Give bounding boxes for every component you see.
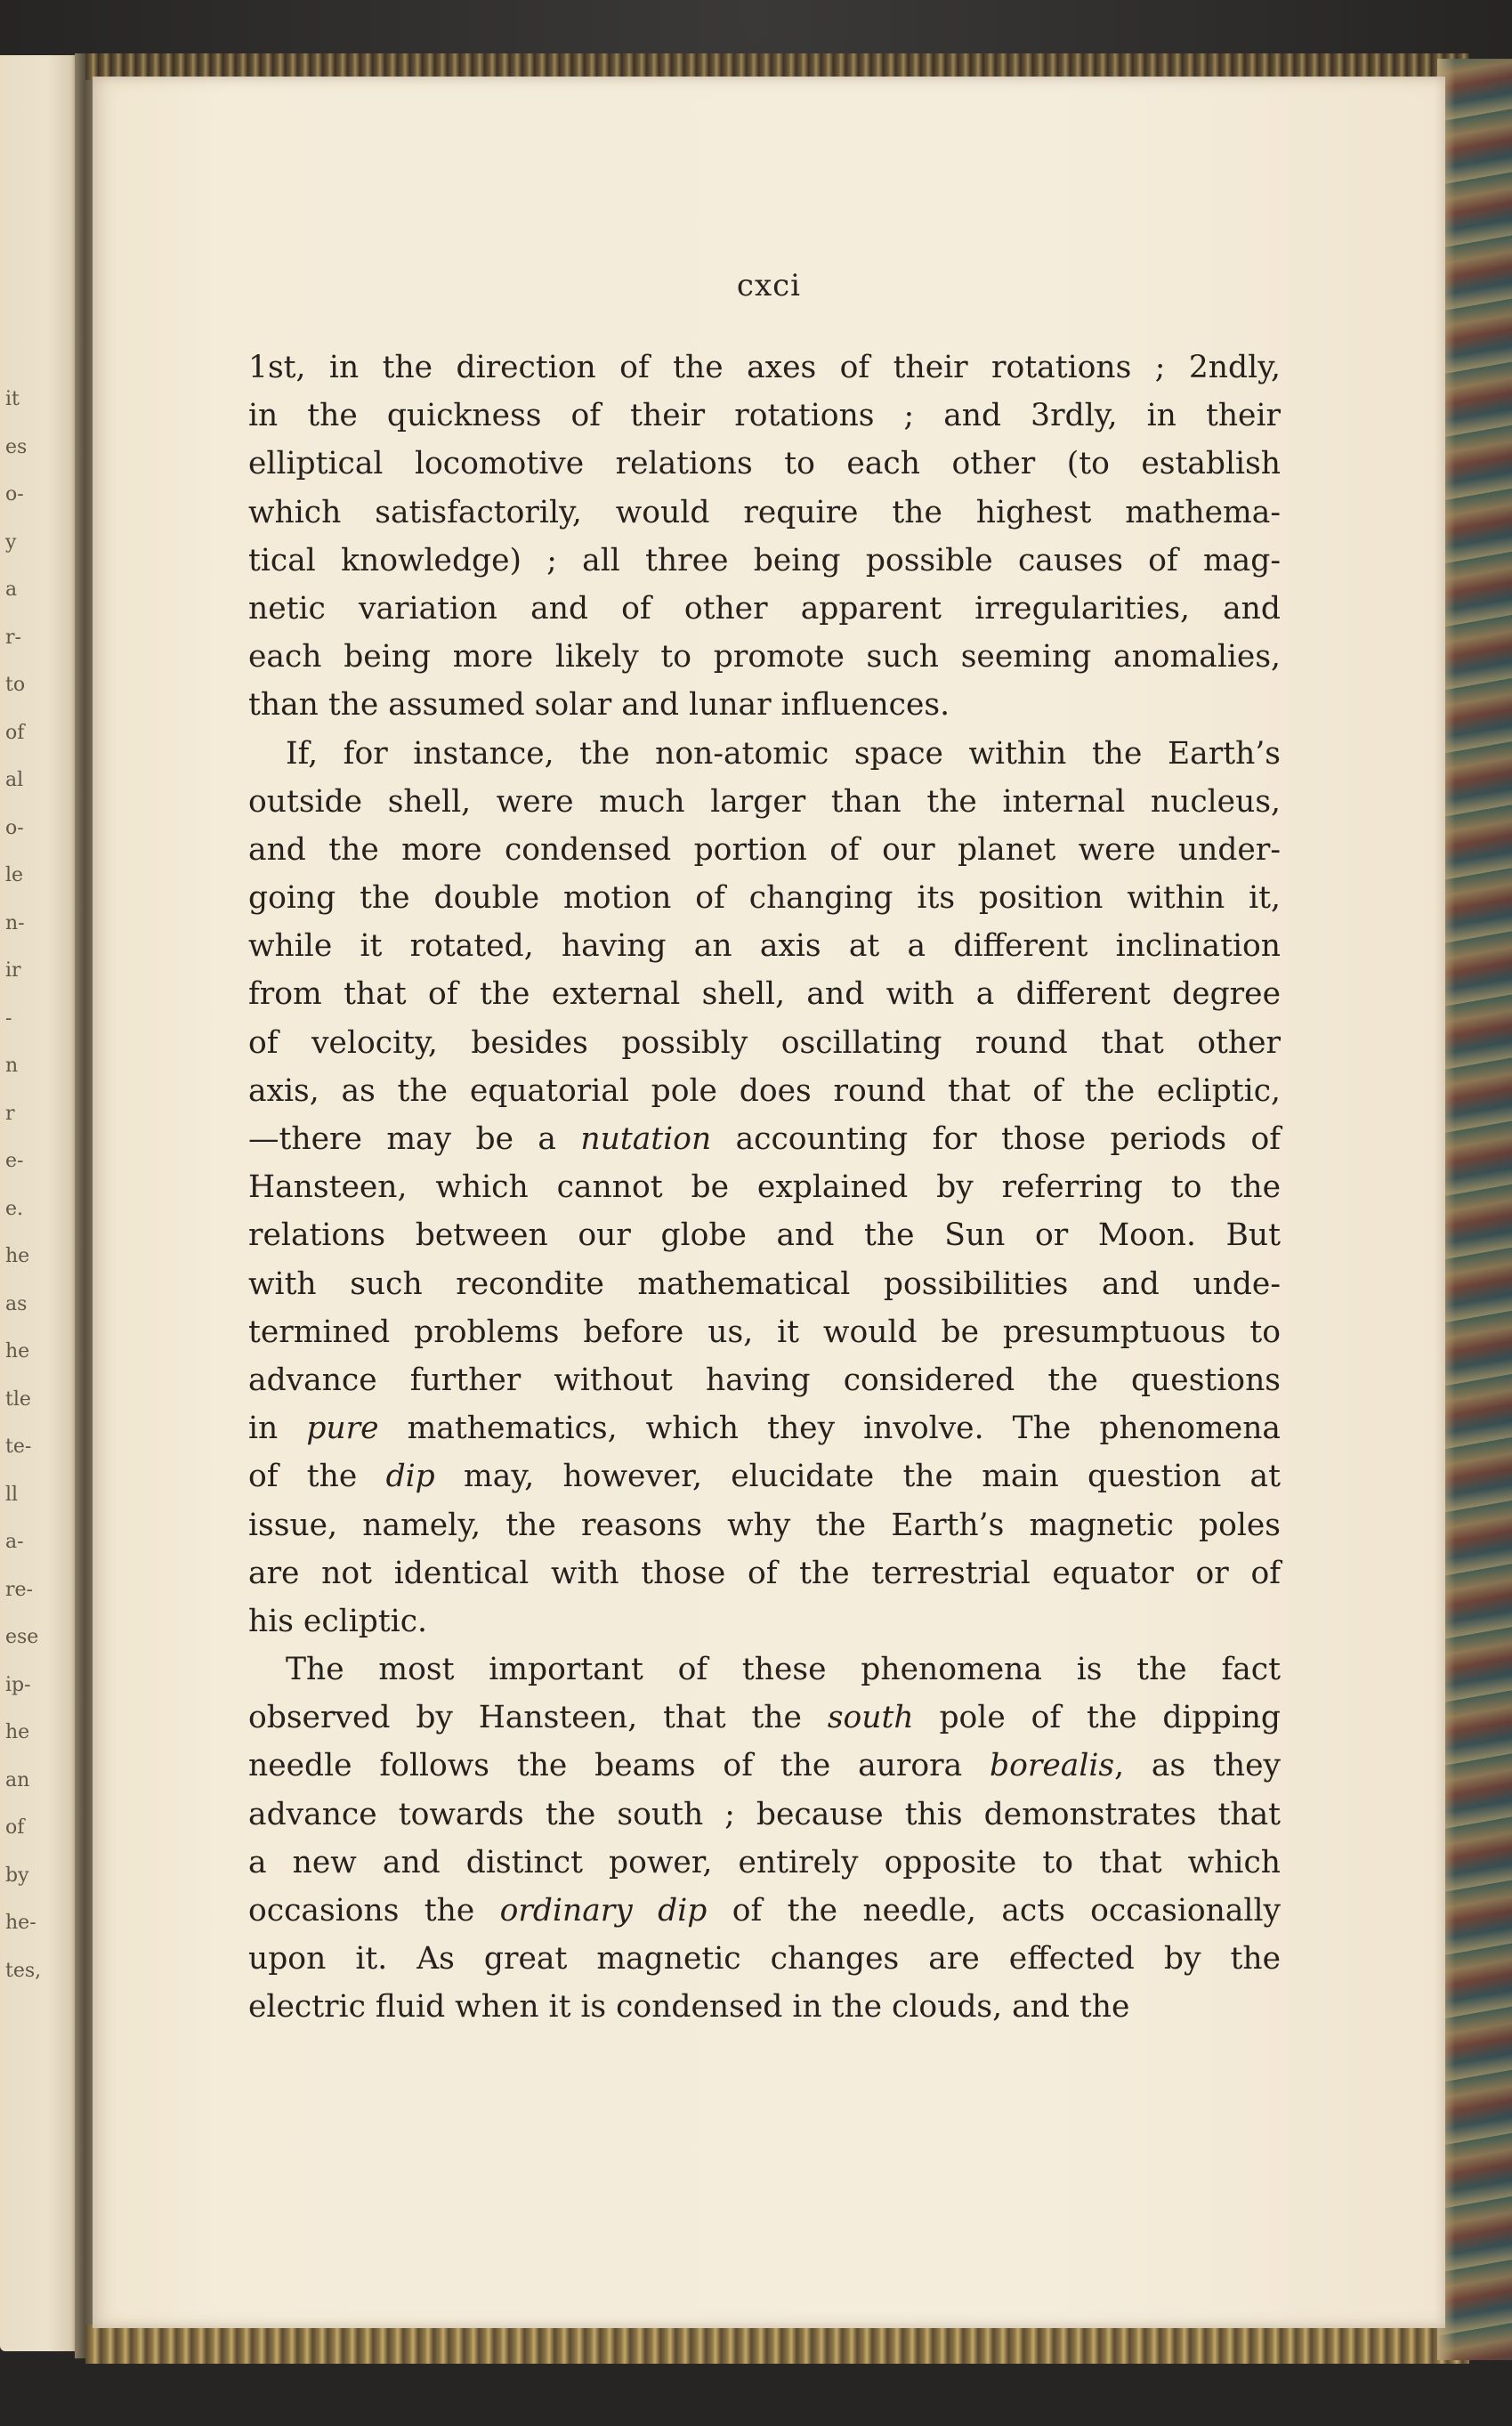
italic-text: ordinary dip [499, 1893, 707, 1929]
text-segment: advance further without having considered the questions [248, 1362, 1281, 1398]
text-segment: which satisfactorily, would require the highest mathema- [248, 494, 1281, 530]
facing-page-fragment: le [5, 864, 24, 886]
facing-page-fragment: tle [5, 1387, 31, 1411]
facing-page-fragment: he- [5, 1912, 36, 1934]
book-gutter [75, 53, 94, 2358]
text-segment: of the [248, 1459, 386, 1495]
facing-page-fragment: he [5, 1721, 30, 1743]
text-line [248, 970, 1281, 1018]
facing-page-fragment: e- [5, 1150, 24, 1172]
facing-page-fragment: by [5, 1864, 29, 1887]
text-segment: , as they [1114, 1748, 1281, 1784]
text-line [248, 440, 1281, 488]
text-line [248, 1935, 1281, 1983]
text-segment: electric fluid when it is condensed in the clouds, and the [248, 1989, 1130, 2026]
text-segment: pole of the dipping [913, 1700, 1281, 1736]
bottom-binding-edge [85, 2325, 1469, 2364]
text-line [248, 1308, 1281, 1356]
text-segment: occasions the [248, 1893, 500, 1929]
text-segment: tical knowledge) ; all three being possible causes of mag- [248, 542, 1281, 578]
italic-text: dip [385, 1459, 435, 1495]
text-line [248, 1067, 1281, 1115]
text-segment: issue, namely, the reasons why the Earth’s magnetic poles [248, 1507, 1281, 1543]
marbled-fore-edge [1437, 59, 1512, 2360]
facing-page-fragment: - [5, 1007, 12, 1030]
text-segment: relations between our globe and the Sun or Moon. But [248, 1217, 1281, 1254]
text-segment: and the more condensed portion of our planet were under- [248, 831, 1281, 868]
facing-page-fragment: he [5, 1340, 30, 1363]
facing-page-fragment: tes, [5, 1959, 42, 1982]
text-line [248, 778, 1281, 826]
text-line [248, 633, 1281, 681]
facing-page-fragment: as [5, 1292, 28, 1315]
text-segment: upon it. As great magnetic changes are effected by the [248, 1941, 1281, 1977]
facing-page-fragment: o- [5, 816, 24, 839]
text-segment: needle follows the beams of the aurora [248, 1748, 990, 1784]
text-segment: —there may be a [248, 1121, 581, 1157]
facing-page-fragment: te- [5, 1435, 32, 1458]
text-segment: mathematics, which they involve. The phenomena [378, 1411, 1281, 1447]
facing-page-fragment: ese [5, 1626, 39, 1648]
text-line [248, 1452, 1281, 1500]
facing-page-fragment: to [5, 674, 26, 696]
facing-page-fragment: o- [5, 483, 24, 505]
text-segment: going the double motion of changing its position within it, [248, 880, 1281, 917]
facing-page-fragment: re- [5, 1578, 33, 1601]
text-line [248, 585, 1281, 633]
facing-page-fragment: a [5, 578, 18, 601]
facing-page-text-fragments [5, 376, 42, 1994]
facing-page-fragment: n [5, 1055, 19, 1077]
text-line [248, 1983, 1281, 2031]
text-line [248, 1404, 1281, 1452]
text-segment: observed by Hansteen, that the [248, 1700, 828, 1736]
italic-text: nutation [580, 1121, 712, 1157]
text-line [248, 1791, 1281, 1839]
text-segment: 1st, in the direction of the axes of their rotations ; 2ndly, [248, 350, 1281, 385]
text-line [248, 1501, 1281, 1549]
text-line [248, 1211, 1281, 1259]
facing-page-fragment: an [5, 1768, 30, 1791]
text-segment: of the needle, acts occasionally [707, 1893, 1281, 1929]
text-line [248, 1742, 1281, 1790]
text-segment: are not identical with those of the terrestrial equator or of [248, 1555, 1281, 1591]
facing-page-fragment: n- [5, 911, 25, 934]
italic-text: pure [306, 1411, 379, 1447]
text-line [248, 344, 1281, 392]
text-segment: from that of the external shell, and with a different degree [248, 976, 1281, 1013]
text-line [248, 392, 1281, 440]
body-text [248, 344, 1281, 2032]
facing-page-fragment: of [5, 721, 25, 744]
text-segment: If, for instance, the non-atomic space within the Earth’s [286, 735, 1281, 772]
text-line [248, 1019, 1281, 1067]
text-line [248, 1549, 1281, 1597]
text-segment: axis, as the equatorial pole does round that of the ecliptic, [248, 1072, 1281, 1109]
text-line [248, 1887, 1281, 1935]
text-segment: elliptical locomotive relations to each other (to establish [248, 446, 1281, 482]
text-segment: a new and distinct power, entirely opposite to that which [248, 1844, 1281, 1880]
text-segment: while it rotated, having an axis at a different inclination [248, 928, 1281, 965]
facing-page-fragment: e. [5, 1197, 24, 1220]
facing-page-fragment: r [5, 1102, 15, 1125]
text-line [248, 1694, 1281, 1742]
facing-page-fragment: r- [5, 626, 21, 649]
facing-page-fragment: he [5, 1245, 30, 1267]
text-line [248, 537, 1281, 585]
text-segment: outside shell, were much larger than the internal nucleus, [248, 783, 1281, 820]
italic-text: south [827, 1700, 914, 1736]
facing-page-edge [0, 55, 78, 2351]
text-segment: of velocity, besides possibly oscillating round that other [248, 1024, 1281, 1061]
facing-page-fragment: of [5, 1816, 25, 1839]
text-segment: his ecliptic. [248, 1603, 428, 1639]
facing-page-fragment: ir [5, 959, 21, 982]
text-line [248, 1260, 1281, 1308]
text-line [248, 1163, 1281, 1211]
text-line [248, 826, 1281, 874]
facing-page-fragment: a- [5, 1531, 24, 1553]
text-segment: accounting for those periods of [711, 1121, 1281, 1157]
text-segment: termined problems before us, it would be presumptuous to [248, 1314, 1281, 1350]
text-line [248, 489, 1281, 537]
facing-page-fragment: ll [5, 1483, 19, 1506]
facing-page-fragment: y [5, 530, 17, 554]
text-segment: netic variation and of other apparent irregularities, and [248, 590, 1281, 627]
facing-page-fragment: it [5, 388, 20, 410]
facing-page-fragment: es [5, 435, 28, 458]
text-line [248, 922, 1281, 970]
page-number: cxci [736, 268, 802, 303]
text-segment: may, however, elucidate the main question at [434, 1459, 1281, 1495]
text-line [248, 1646, 1281, 1694]
text-segment: in the quickness of their rotations ; and 3rdly, in their [248, 398, 1281, 434]
text-line [248, 1839, 1281, 1887]
facing-page-fragment: ip- [5, 1673, 31, 1696]
text-segment: advance towards the south ; because this demonstrates that [248, 1796, 1281, 1832]
text-line [248, 1356, 1281, 1404]
text-segment: Hansteen, which cannot be explained by referring to the [248, 1169, 1281, 1206]
text-line [248, 1115, 1281, 1163]
text-segment: than the assumed solar and lunar influences. [248, 687, 950, 724]
text-line [248, 730, 1281, 778]
text-line [248, 874, 1281, 922]
text-segment: in [248, 1411, 307, 1447]
italic-text: borealis [990, 1748, 1115, 1784]
book-page [93, 77, 1445, 2328]
text-segment: each being more likely to promote such seeming anomalies, [248, 639, 1281, 675]
text-segment: with such recondite mathematical possibilities and unde- [248, 1266, 1281, 1302]
text-segment: The most important of these phenomena is the fact [286, 1652, 1281, 1688]
text-line [248, 681, 1281, 729]
text-line [248, 1597, 1281, 1646]
facing-page-fragment: al [5, 769, 24, 791]
